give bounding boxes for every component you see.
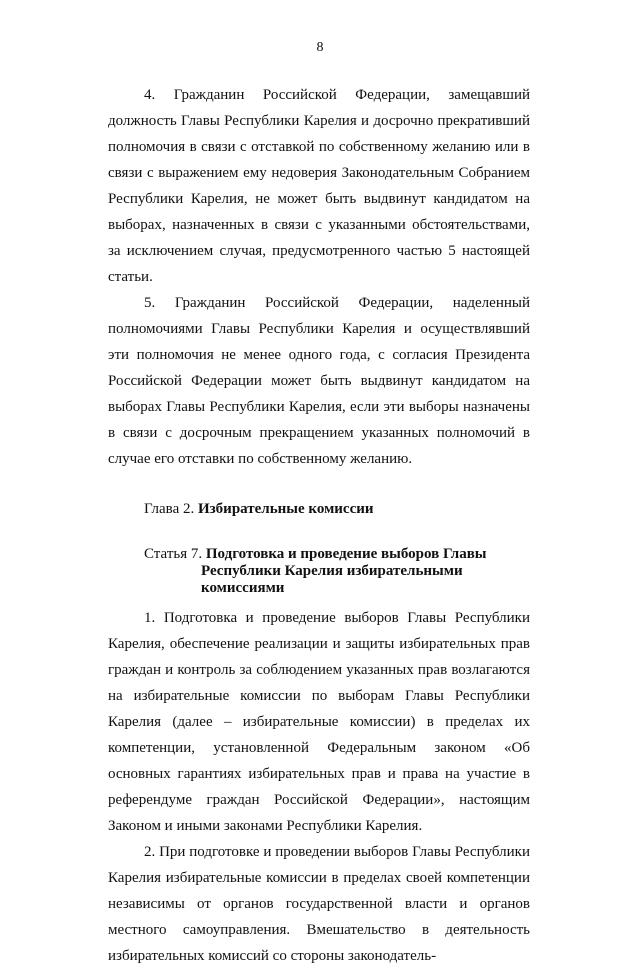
- paragraph-article-part-1: 1. Подготовка и проведение выборов Главы Республики Карелия, обеспечение реализации и защиты избирательных прав граждан и контроль за соблюдением указанных прав возлагаются на избирательные комиссии по выборам Главы Республики Карелия (далее – избирательные комиссии) в пределах их компетенции, установленной Федеральным законом «Об основных гарантиях избирательных прав и права на участие в референдуме граждан Российской Федерации», настоящим Законом и иными законами Республики Карелия.: [108, 610, 530, 834]
- article-title-line-2: Республики Карелия избирательными комиссиями: [201, 563, 463, 596]
- paragraph-article-part-2: 2. При подготовке и проведении выборов Главы Республики Карелия избирательные комиссии в пределах своей компетенции независимы от органов государственной власти и органов местного самоуправления. Вмешательство в деятельность избирательных комиссий со стороны законодатель-: [108, 844, 530, 964]
- document-body: [108, 82, 530, 969]
- article-title-line-1: Подготовка и проведение выборов Главы: [205, 546, 487, 562]
- article-heading-line-1: [144, 546, 530, 563]
- page-number: 8: [316, 40, 324, 55]
- chapter-heading: [108, 496, 530, 522]
- paragraph-part-5: 5. Гражданин Российской Федерации, наделенный полномочиями Главы Республики Карелия и осуществлявший эти полномочия не менее одного года, с согласия Президента Российской Федерации может быть выдвинут кандидатом на выборах Главы Республики Карелия, если эти выборы назначены в связи с досрочным прекращением указанных полномочий в случае его отставки по собственному желанию.: [108, 295, 530, 467]
- article-heading: [144, 546, 530, 597]
- article-label: Статья 7.: [144, 546, 203, 562]
- chapter-title: Избирательные комиссии: [197, 501, 374, 517]
- chapter-label: Глава 2.: [144, 501, 195, 517]
- paragraph-part-4: 4. Гражданин Российской Федерации, замещавший должность Главы Республики Карелия и досрочно прекративший полномочия в связи с отставкой по собственному желанию или в связи с выражением ему недоверия Законодательным Собранием Республики Карелия, не может быть выдвинут кандидатом на выборах, назначенных в связи с указанными обстоятельствами, за исключением случая, предусмотренного частью 5 настоящей статьи.: [108, 87, 530, 285]
